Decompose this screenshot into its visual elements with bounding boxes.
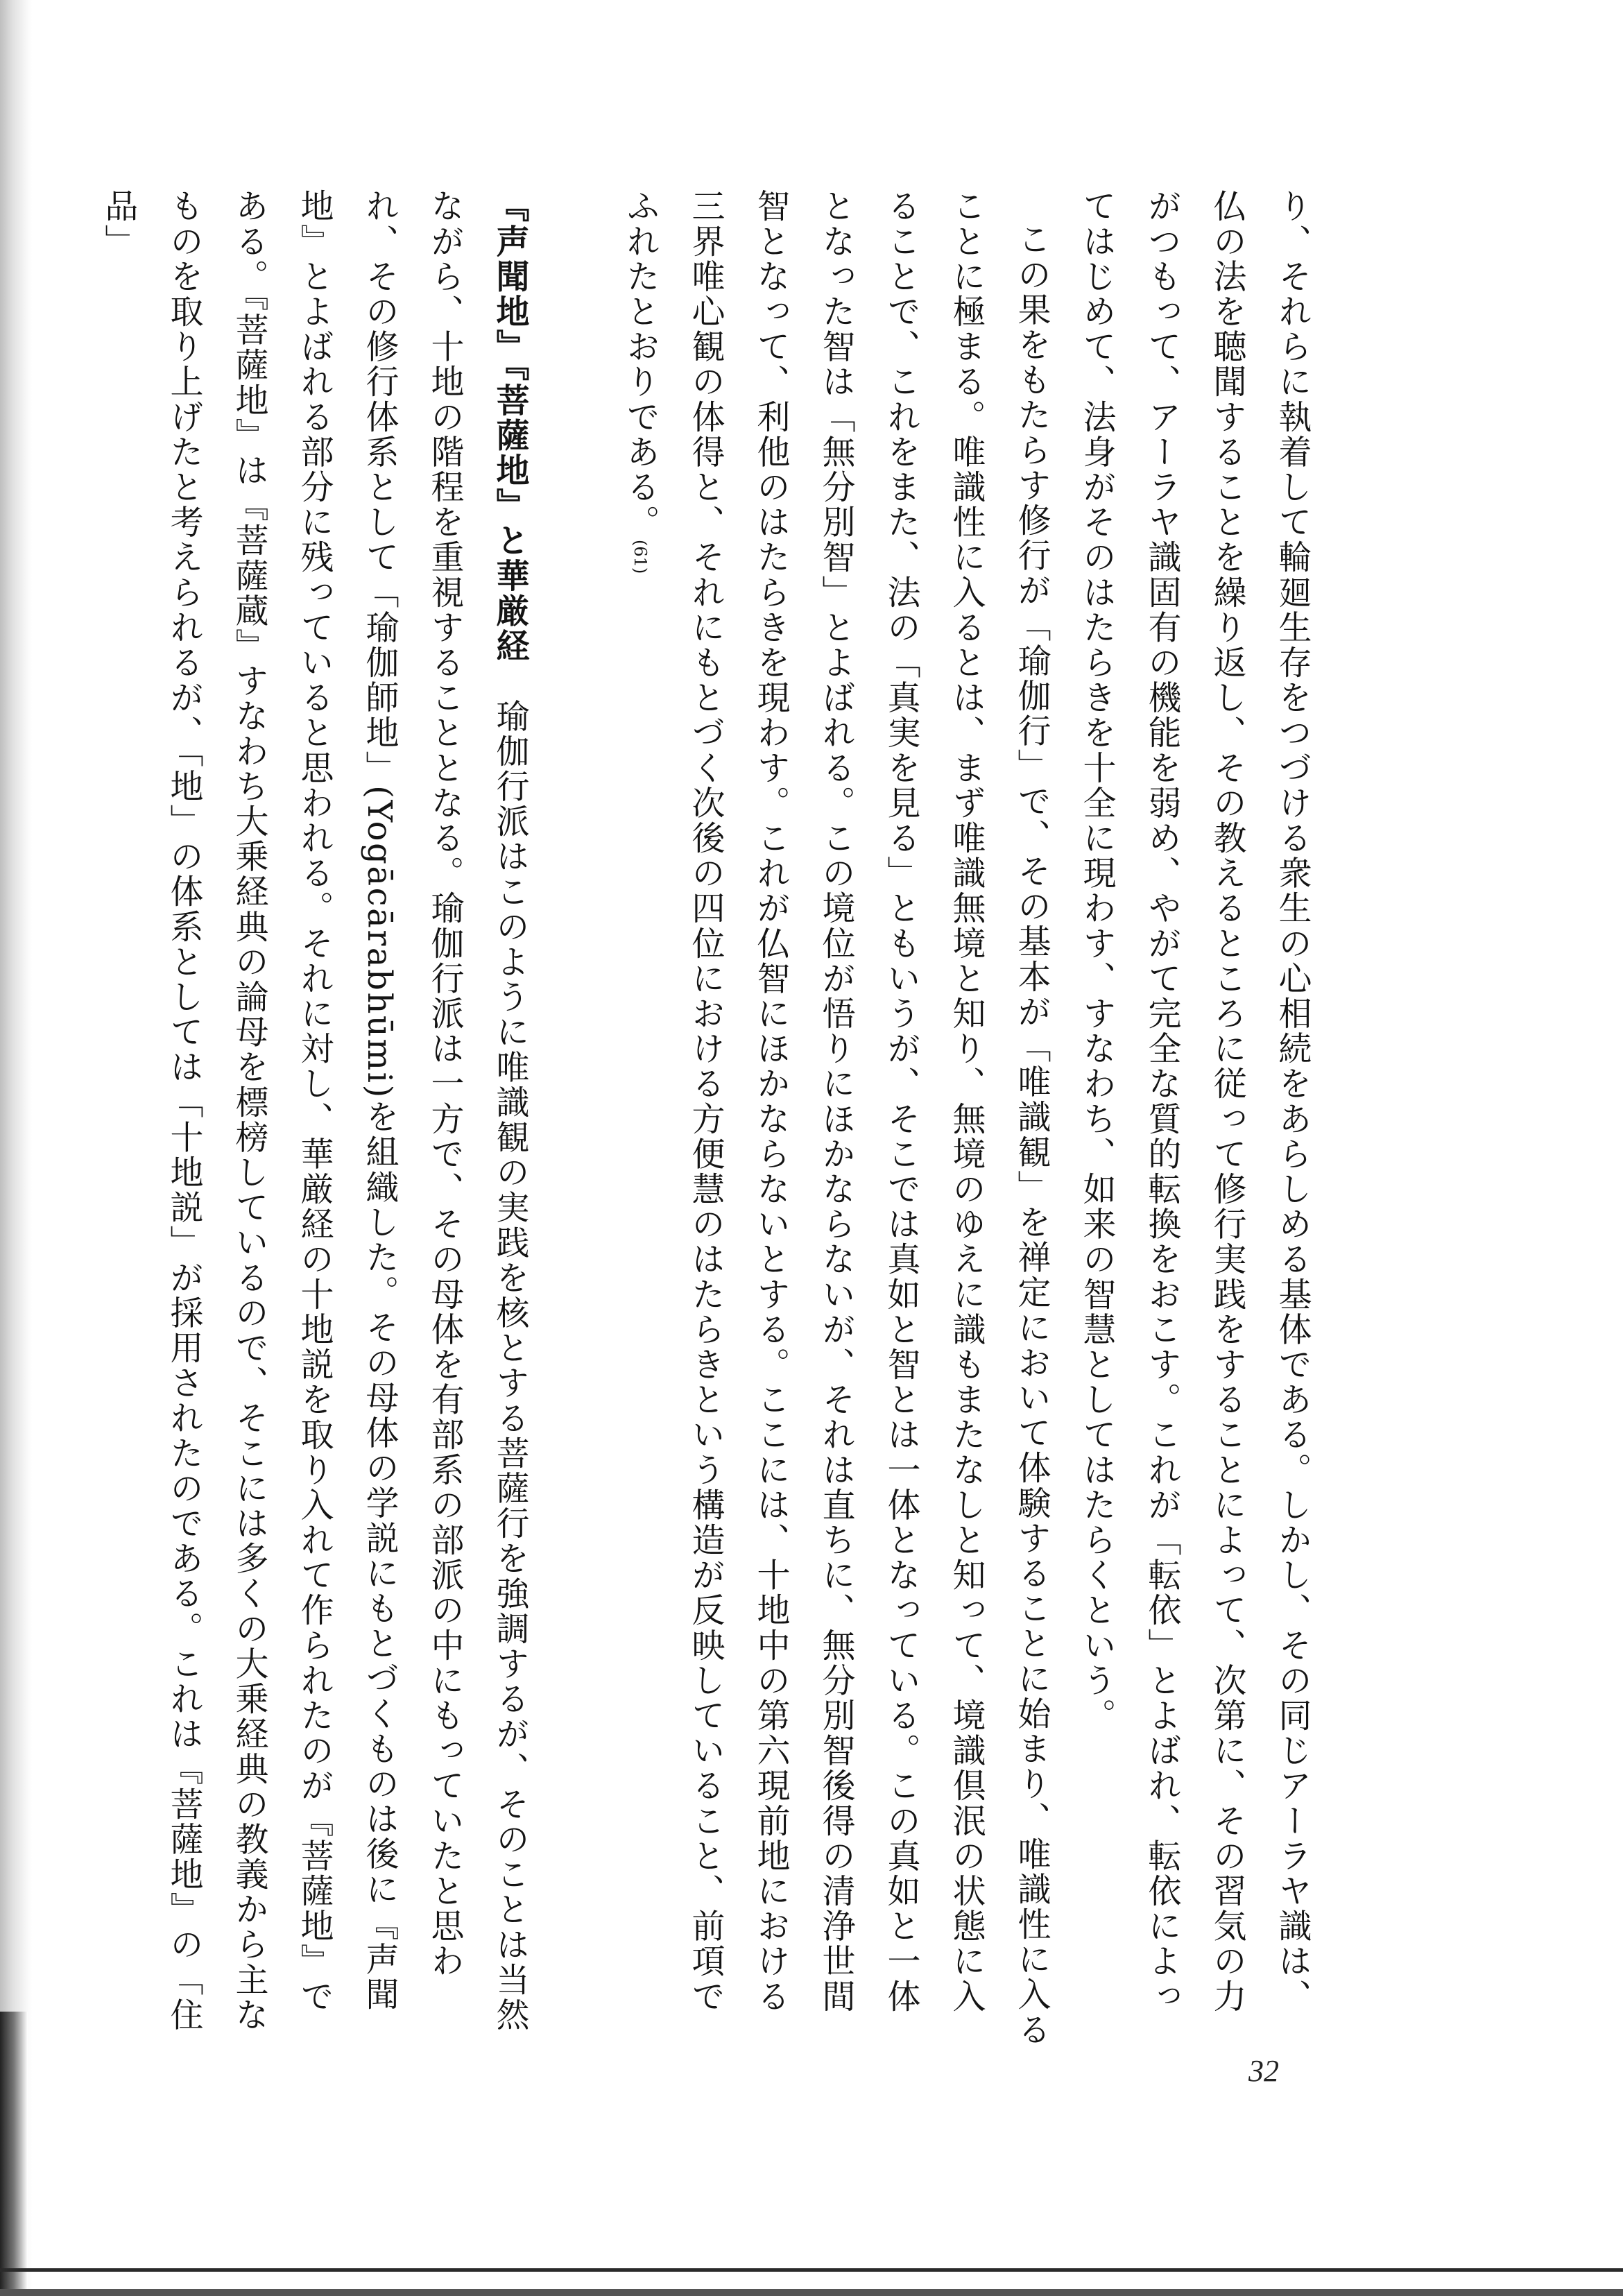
paragraph-text: 瑜伽行派はこのように唯識観の実践を核とする菩薩行を強調するが、そのことは当然ながら、十地の階程を重視することとなる。瑜伽行派は一方で、その母体を有部系の部派の中にもっていたと思われ、その修行体系として「瑜伽師地」(Yogācārabhūmi)を組織した。その母体の学説にもとづくものは後に『声聞地』とよばれる部分に残っていると思われる。それに対し、華厳経の十地説を取り入れて作られたのが『菩薩地』である。『菩薩地』は『菩薩蔵』すなわち大乗経典の論母を標榜しているので、そこには多くの大乗経典の教義から主なものを取り上げたと考えられるが、「地」の体系としては「十地説」が採用されたのである。これは『菩薩地』の「住品」	[99, 189, 529, 2032]
paragraph-continuation	[1064, 189, 1325, 2048]
section-heading: 『声聞地』『菩薩地』と華厳経	[490, 189, 529, 664]
paragraph-text: り、それらに執着して輪廻生存をつづける衆生の心相続をあらしめる基体である。しかし、その同じアーラヤ識は、仏の法を聴聞することを繰り返し、その教えるところに従って修行実践をすることによって、次第に、その習気の力がつもって、アーラヤ識固有の機能を弱め、やがて完全な質的転換をおこす。これが「転依」とよばれ、転依によってはじめて、法身がそのはたらきを十全に現わす、すなわち、如来の智慧としてはたらくという。	[1077, 189, 1312, 2014]
paragraph-yogacara-practice	[608, 189, 1064, 2048]
scan-bottom-edge	[0, 2289, 1623, 2296]
page-number: 32	[1248, 2054, 1279, 2088]
footnote-reference: (61)	[630, 540, 650, 574]
scan-shadow-corner	[0, 2012, 28, 2296]
vertical-text-block	[99, 189, 1325, 2048]
scan-shadow-edge	[0, 0, 32, 2296]
paragraph-section	[86, 189, 542, 2048]
scan-bottom-rule	[0, 2268, 1623, 2272]
paragraph-text: この果をもたらす修行が「瑜伽行」で、その基本が「唯識観」を禅定において体験することに始まり、唯識性に入ることに極まる。唯識性に入るとは、まず唯識無境と知り、無境のゆえに識もまたなしと知って、境識倶泯の状態に入ることで、これをまた、法の「真実を見る」ともいうが、そこでは真如と智とは一体となっている。この真如と一体となった智は「無分別智」とよばれる。この境位が悟りにほかならないが、それは直ちに、無分別智後得の清浄世間智となって、利他のはたらきを現わす。これが仏智にほかならないとする。ここには、十地中の第六現前地における三界唯心観の体得と、それにもとづく次後の四位における方便慧のはたらきという構造が反映していること、前項でふれたとおりである。	[621, 189, 1051, 2048]
